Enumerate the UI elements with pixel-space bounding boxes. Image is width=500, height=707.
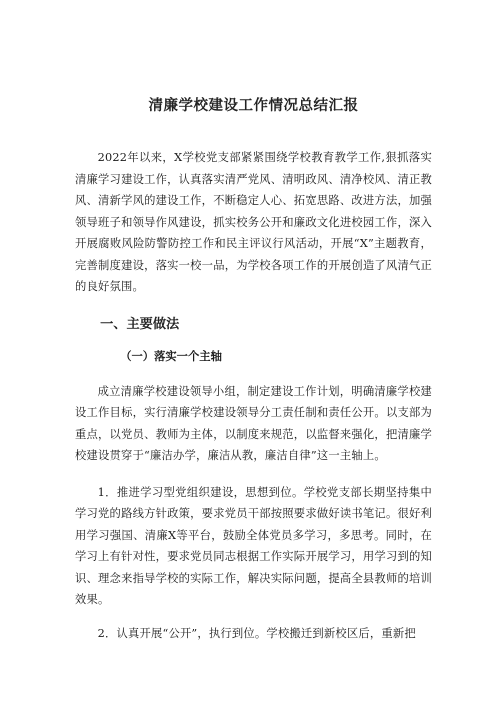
item-2-paragraph: 2．认真开展“公开”，执行到位。学校搬迁到新校区后，重新把 [97, 626, 416, 640]
item-1-paragraph: 1．推进学习型党组织建设，思想到位。学校党支部长期坚持集中学习党的路线方针政策，要求党员干部按照要求做好读书笔记。很好利用学习强国、清廉X等平台，鼓励全体党员多学习，多思考。同时，在学习上有针对性，要求党员同志根据工作实际开展学习，用学习到的知识、理念来指导学校的实际工作，解决实际问题，提高全县教师的培训效果。 [75, 485, 432, 606]
document-title: 清廉学校建设工作情况总结汇报 [148, 98, 359, 114]
section-heading-main-practices: 一、主要做法 [100, 316, 180, 332]
axis-paragraph: 成立清廉学校建设领导小组，制定建设工作计划，明确清廉学校建设工作目标，实行清廉学校建设领导分工责任制和责任公开。以支部为重点，以党员、教师为主体，以制度来规范，以监督来强化，把清廉学校建设贯穿于“廉洁办学，廉洁从教，廉洁自律”这一主轴上。 [75, 384, 432, 462]
subsection-heading-main-axis: （一）落实一个主轴 [120, 348, 222, 363]
intro-paragraph: 2022年以来，X学校党支部紧紧围绕学校教育教学工作,狠抓落实清廉学习建设工作，认真落实清严党风、清明政风、清净校风、清正教风、清新学风的建设工作，不断稳定人心、拓宽思路、改进方法，加强领导班子和领导作风建设，抓实校务公开和廉政文化进校园工作，深入开展腐败风险防警防控工作和民主评议行风活动，开展“X”主题教育，完善制度建设，落实一校一品，为学校各项工作的开展创造了风清气正的良好氛围。 [75, 151, 432, 293]
